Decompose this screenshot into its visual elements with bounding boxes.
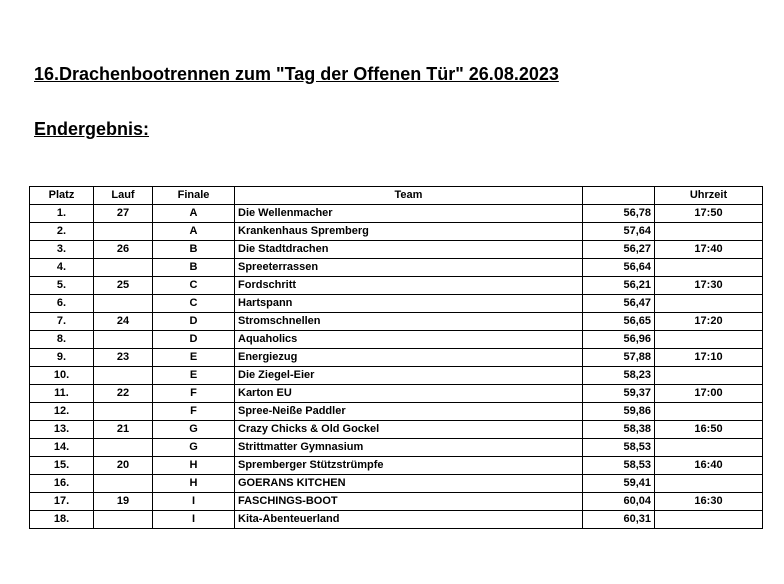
cell-zeit: 56,64 <box>583 259 655 277</box>
cell-uhrzeit <box>655 259 763 277</box>
document-subtitle: Endergebnis: <box>34 119 150 139</box>
table-row <box>30 493 763 511</box>
table-row <box>30 367 763 385</box>
cell-platz: 6. <box>30 295 94 313</box>
cell-zeit: 56,65 <box>583 313 655 331</box>
cell-finale: E <box>153 349 235 367</box>
cell-platz: 9. <box>30 349 94 367</box>
table-row <box>30 511 763 529</box>
cell-team: GOERANS KITCHEN <box>235 475 583 493</box>
cell-uhrzeit: 17:00 <box>655 385 763 403</box>
cell-team: Die Ziegel-Eier <box>235 367 583 385</box>
cell-finale: B <box>153 259 235 277</box>
cell-uhrzeit: 16:30 <box>655 493 763 511</box>
cell-lauf: 20 <box>94 457 153 475</box>
table-row <box>30 403 763 421</box>
table-row <box>30 331 763 349</box>
cell-team: Stromschnellen <box>235 313 583 331</box>
cell-zeit: 57,88 <box>583 349 655 367</box>
cell-finale: I <box>153 493 235 511</box>
cell-lauf: 19 <box>94 493 153 511</box>
cell-zeit: 56,78 <box>583 205 655 223</box>
cell-zeit: 58,23 <box>583 367 655 385</box>
header-platz: Platz <box>30 187 94 205</box>
cell-uhrzeit <box>655 439 763 457</box>
cell-platz: 16. <box>30 475 94 493</box>
cell-team: Strittmatter Gymnasium <box>235 439 583 457</box>
cell-lauf: 26 <box>94 241 153 259</box>
results-table <box>29 186 763 529</box>
cell-platz: 12. <box>30 403 94 421</box>
cell-lauf <box>94 223 153 241</box>
header-uhrzeit: Uhrzeit <box>655 187 763 205</box>
cell-team: Krankenhaus Spremberg <box>235 223 583 241</box>
cell-uhrzeit: 17:50 <box>655 205 763 223</box>
cell-team: Kita-Abenteuerland <box>235 511 583 529</box>
table-row <box>30 295 763 313</box>
cell-lauf: 25 <box>94 277 153 295</box>
cell-lauf <box>94 511 153 529</box>
results-body <box>30 205 763 529</box>
cell-platz: 17. <box>30 493 94 511</box>
cell-zeit: 56,27 <box>583 241 655 259</box>
cell-platz: 14. <box>30 439 94 457</box>
cell-finale: G <box>153 439 235 457</box>
cell-team: Aquaholics <box>235 331 583 349</box>
table-row <box>30 457 763 475</box>
cell-lauf: 21 <box>94 421 153 439</box>
table-row <box>30 205 763 223</box>
cell-uhrzeit: 17:30 <box>655 277 763 295</box>
cell-team: Die Stadtdrachen <box>235 241 583 259</box>
table-row <box>30 439 763 457</box>
cell-uhrzeit <box>655 403 763 421</box>
table-row <box>30 241 763 259</box>
cell-uhrzeit <box>655 295 763 313</box>
cell-zeit: 56,47 <box>583 295 655 313</box>
cell-uhrzeit: 17:20 <box>655 313 763 331</box>
cell-platz: 10. <box>30 367 94 385</box>
cell-lauf <box>94 439 153 457</box>
table-row <box>30 421 763 439</box>
cell-platz: 3. <box>30 241 94 259</box>
cell-finale: C <box>153 277 235 295</box>
cell-lauf <box>94 331 153 349</box>
table-row <box>30 223 763 241</box>
cell-uhrzeit <box>655 367 763 385</box>
cell-team: Hartspann <box>235 295 583 313</box>
cell-finale: B <box>153 241 235 259</box>
cell-team: FASCHINGS-BOOT <box>235 493 583 511</box>
cell-finale: D <box>153 331 235 349</box>
cell-platz: 5. <box>30 277 94 295</box>
cell-uhrzeit: 17:10 <box>655 349 763 367</box>
cell-lauf <box>94 259 153 277</box>
cell-finale: A <box>153 205 235 223</box>
header-lauf: Lauf <box>94 187 153 205</box>
cell-uhrzeit <box>655 475 763 493</box>
cell-uhrzeit: 16:50 <box>655 421 763 439</box>
cell-team: Spremberger Stützstrümpfe <box>235 457 583 475</box>
cell-lauf: 27 <box>94 205 153 223</box>
cell-zeit: 59,86 <box>583 403 655 421</box>
cell-platz: 8. <box>30 331 94 349</box>
cell-uhrzeit <box>655 331 763 349</box>
cell-platz: 1. <box>30 205 94 223</box>
cell-uhrzeit: 17:40 <box>655 241 763 259</box>
cell-finale: F <box>153 403 235 421</box>
cell-finale: I <box>153 511 235 529</box>
cell-lauf: 22 <box>94 385 153 403</box>
table-row <box>30 277 763 295</box>
table-row <box>30 349 763 367</box>
cell-finale: E <box>153 367 235 385</box>
cell-finale: A <box>153 223 235 241</box>
cell-finale: C <box>153 295 235 313</box>
cell-zeit: 57,64 <box>583 223 655 241</box>
header-team: Team <box>235 187 583 205</box>
cell-uhrzeit: 16:40 <box>655 457 763 475</box>
cell-zeit: 59,37 <box>583 385 655 403</box>
header-finale: Finale <box>153 187 235 205</box>
cell-zeit: 60,04 <box>583 493 655 511</box>
cell-zeit: 58,53 <box>583 439 655 457</box>
cell-uhrzeit <box>655 223 763 241</box>
table-row <box>30 385 763 403</box>
cell-platz: 18. <box>30 511 94 529</box>
table-row <box>30 313 763 331</box>
table-row <box>30 475 763 493</box>
table-row <box>30 259 763 277</box>
cell-platz: 11. <box>30 385 94 403</box>
cell-zeit: 58,53 <box>583 457 655 475</box>
cell-lauf <box>94 475 153 493</box>
cell-team: Energiezug <box>235 349 583 367</box>
document-title: 16.Drachenbootrennen zum "Tag der Offenen Tür" 26.08.2023 <box>34 64 559 84</box>
cell-finale: F <box>153 385 235 403</box>
cell-platz: 7. <box>30 313 94 331</box>
cell-platz: 13. <box>30 421 94 439</box>
cell-team: Spree-Neiße Paddler <box>235 403 583 421</box>
cell-lauf <box>94 295 153 313</box>
cell-lauf <box>94 403 153 421</box>
cell-zeit: 56,21 <box>583 277 655 295</box>
cell-finale: H <box>153 475 235 493</box>
cell-lauf: 24 <box>94 313 153 331</box>
cell-zeit: 60,31 <box>583 511 655 529</box>
cell-uhrzeit <box>655 511 763 529</box>
cell-zeit: 59,41 <box>583 475 655 493</box>
cell-finale: D <box>153 313 235 331</box>
cell-team: Crazy Chicks & Old Gockel <box>235 421 583 439</box>
cell-team: Spreeterrassen <box>235 259 583 277</box>
cell-finale: H <box>153 457 235 475</box>
cell-platz: 2. <box>30 223 94 241</box>
cell-team: Fordschritt <box>235 277 583 295</box>
cell-finale: G <box>153 421 235 439</box>
table-header-row <box>30 187 763 205</box>
cell-zeit: 56,96 <box>583 331 655 349</box>
cell-platz: 15. <box>30 457 94 475</box>
cell-zeit: 58,38 <box>583 421 655 439</box>
cell-team: Die Wellenmacher <box>235 205 583 223</box>
cell-platz: 4. <box>30 259 94 277</box>
cell-lauf: 23 <box>94 349 153 367</box>
cell-team: Karton EU <box>235 385 583 403</box>
header-zeit <box>583 187 655 205</box>
cell-lauf <box>94 367 153 385</box>
